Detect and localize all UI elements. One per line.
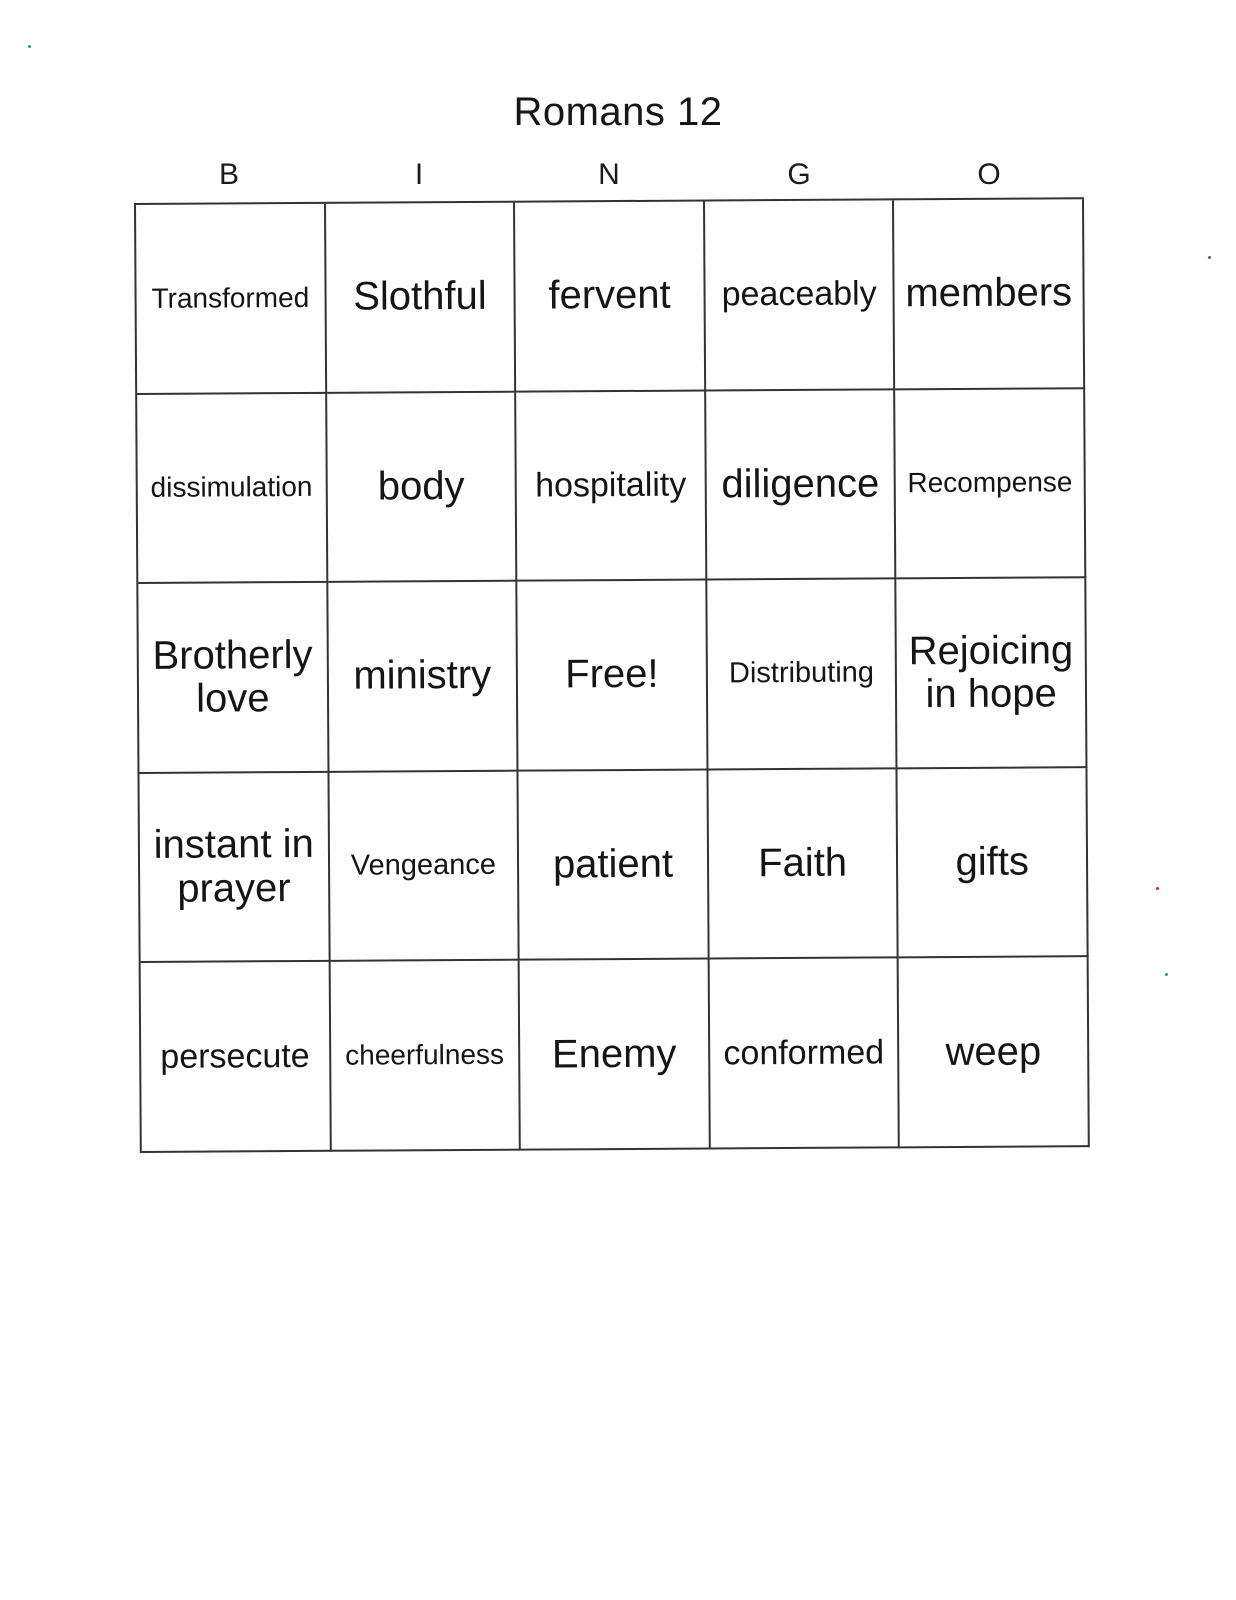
scan-speck	[1165, 973, 1168, 976]
bingo-cell: weep	[899, 958, 1090, 1149]
bingo-cell: Distributing	[707, 580, 898, 771]
bingo-cell: Recompense	[896, 389, 1087, 580]
bingo-cell: instant in prayer	[139, 773, 330, 964]
scan-speck	[28, 45, 31, 48]
bingo-cell: members	[894, 199, 1085, 390]
header-letter-i: I	[414, 158, 424, 191]
bingo-cell: body	[327, 392, 518, 583]
bingo-board	[134, 197, 1090, 1153]
scan-speck	[1156, 887, 1159, 890]
bingo-cell: Enemy	[520, 960, 711, 1151]
bingo-free-space: Free!	[518, 581, 709, 772]
bingo-cell: ministry	[328, 582, 519, 773]
header-letter-b: B	[218, 158, 239, 191]
bingo-cell: hospitality	[516, 391, 707, 582]
bingo-cell: Transformed	[136, 204, 327, 395]
bingo-cell: Rejoicing in hope	[897, 578, 1088, 769]
header-letter-o: O	[977, 158, 1001, 191]
bingo-cell: fervent	[515, 202, 706, 393]
scan-speck	[1208, 256, 1211, 259]
header-letter-n: N	[598, 158, 620, 191]
bingo-cell: diligence	[706, 390, 897, 581]
bingo-cell: gifts	[898, 768, 1089, 959]
bingo-cell: cheerfulness	[330, 961, 521, 1152]
header-letter-g: G	[787, 158, 811, 191]
bingo-cell: Brotherly love	[138, 583, 329, 774]
bingo-cell: patient	[519, 770, 710, 961]
bingo-cell: Slothful	[326, 203, 517, 394]
bingo-cell: dissimulation	[137, 393, 328, 584]
bingo-header-row	[134, 155, 1084, 195]
bingo-cell: persecute	[141, 962, 332, 1153]
bingo-cell: Vengeance	[329, 771, 520, 962]
bingo-cell: peaceably	[705, 200, 896, 391]
page-title: Romans 12	[513, 90, 723, 134]
bingo-cell: conformed	[709, 959, 900, 1150]
bingo-cell: Faith	[708, 769, 899, 960]
